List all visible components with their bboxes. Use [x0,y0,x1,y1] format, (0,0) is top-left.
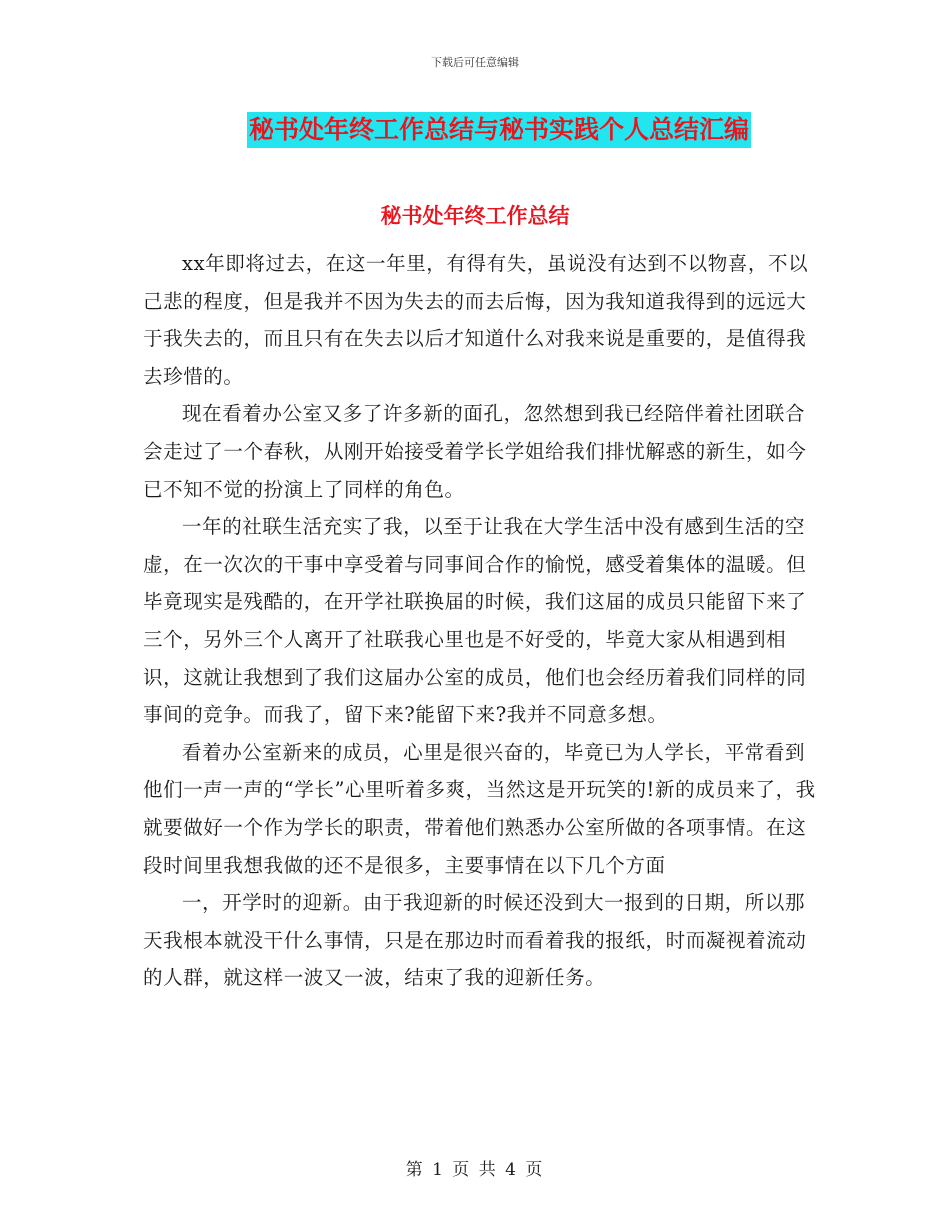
page-header-note: 下载后可任意编辑 [431,56,519,69]
paragraph-2: 现在看着办公室又多了许多新的面孔，忽然想到我已经陪伴着社团联合会走过了一个春秋，从刚开始接受着学长学姐给我们排忧解惑的新生，如今已不知不觉的扮演上了同样的角色。 [143,402,807,501]
main-title: 秘书处年终工作总结与秘书实践个人总结汇编 [247,112,751,148]
paragraph-3: 一年的社联生活充实了我，以至于让我在大学生活中没有感到生活的空虚，在一次次的干事中享受着与同事间合作的愉悦，感受着集体的温暖。但毕竟现实是残酷的，在开学社联换届的时候，我们这届的成员只能留下来了三个，另外三个人离开了社联我心里也是不好受的，毕竟大家从相遇到相识，这就让我想到了我们这届办公室的成员，他们也会经历着我们同样的同事间的竞争。而我了，留下来?能留下来?我并不同意多想。 [143,515,807,727]
paragraph-5: 一，开学时的迎新。由于我迎新的时候还没到大一报到的日期，所以那天我根本就没干什么事情，只是在那边时而看着我的报纸，时而凝视着流动的人群，就这样一波又一波，结束了我的迎新任务。 [143,891,807,990]
page-number: 第 1 页 共 4 页 [405,1160,545,1180]
paragraph-4: 看着办公室新来的成员，心里是很兴奋的，毕竟已为人学长，平常看到他们一声一声的“学长”心里听着多爽，当然这是开玩笑的!新的成员来了，我就要做好一个作为学长的职责，带着他们熟悉办公室所做的各项事情。在这段时间里我想我做的还不是很多，主要事情在以下几个方面 [143,740,816,877]
paragraph-1: xx年即将过去，在这一年里，有得有失，虽说没有达到不以物喜，不以己悲的程度，但是我并不因为失去的而去后悔，因为我知道我得到的远远大于我失去的，而且只有在失去以后才知道什么对我来说是重要的，是值得我去珍惜的。 [143,252,809,388]
document-body [143,245,823,997]
section-title: 秘书处年终工作总结 [380,204,570,228]
main-title-container [0,112,950,148]
